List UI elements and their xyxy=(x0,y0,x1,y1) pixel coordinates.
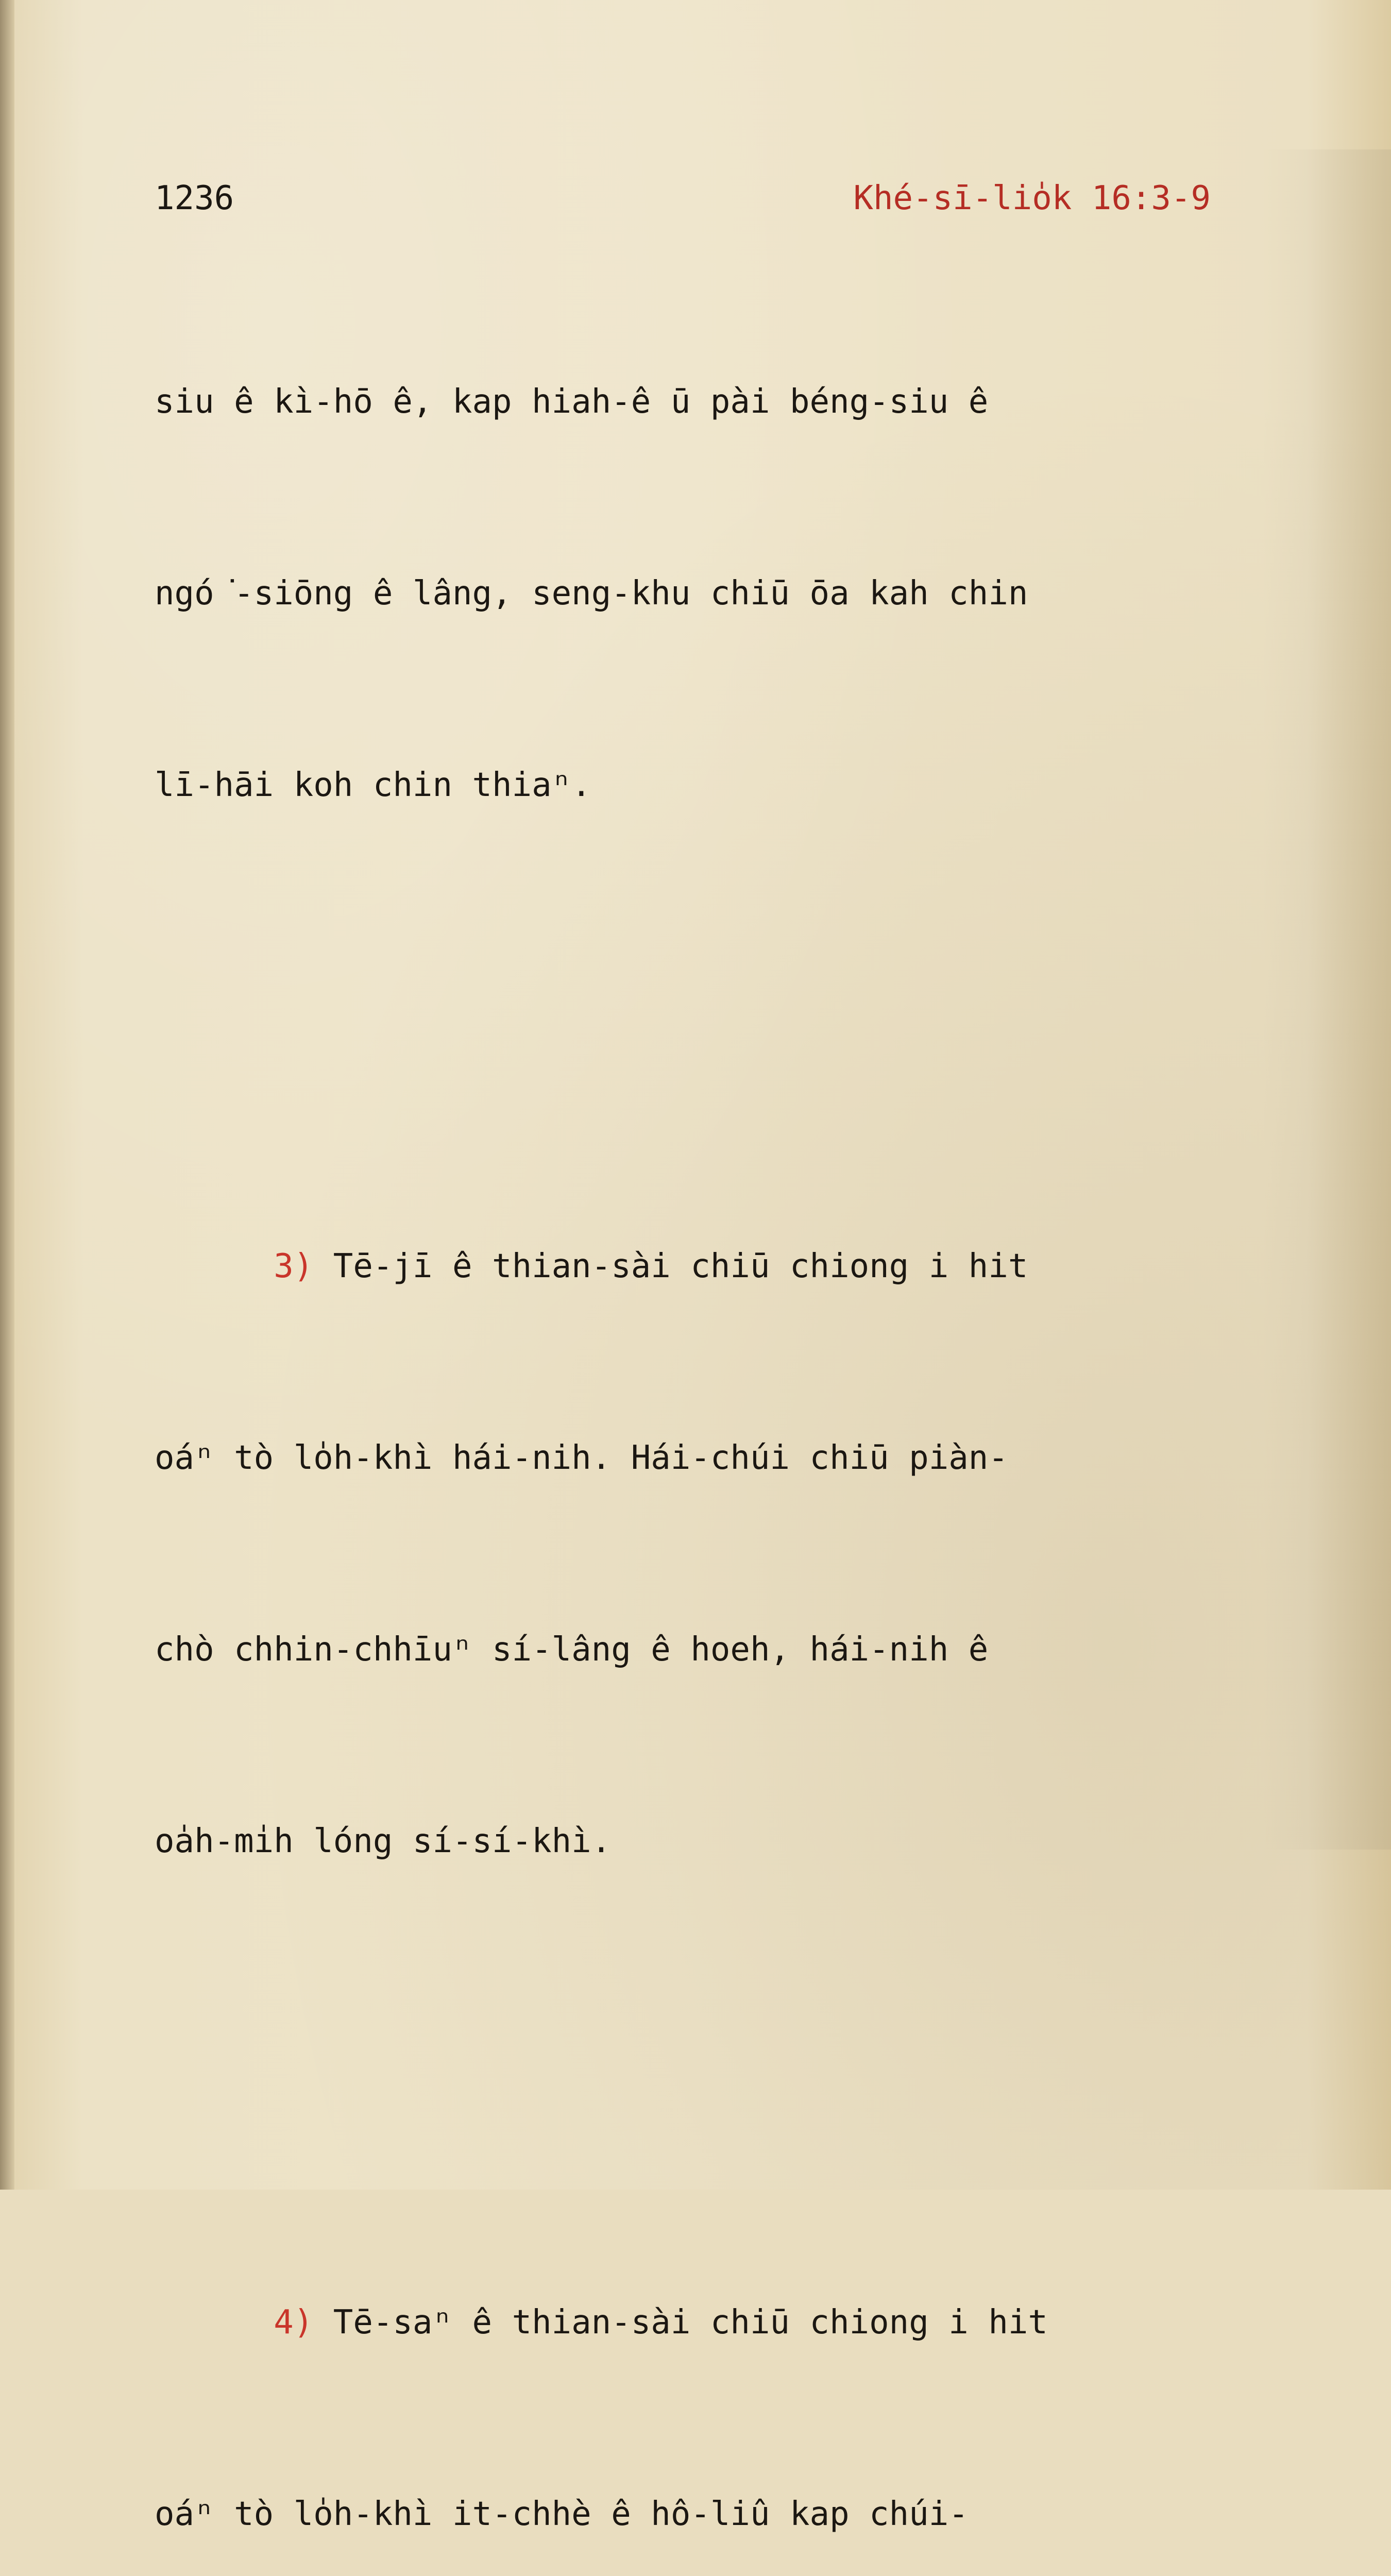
text-line: oáⁿ tò lo̍h-khì it-chhè ê hô-liû kap chúi- xyxy=(155,2495,969,2533)
page-header xyxy=(155,173,1211,224)
paragraph-gap xyxy=(155,2065,1324,2099)
verse-number-3: 3) xyxy=(274,1247,314,1285)
page-number: 1236 xyxy=(155,179,234,217)
verse-text: Tē-saⁿ ê thian-sài chiū chiong i hit xyxy=(313,2303,1048,2342)
scripture-text xyxy=(155,242,1324,2576)
verse-number-4: 4) xyxy=(274,2303,314,2342)
text-line: oa̍h-mi̍h lóng sí-sí-khì. xyxy=(155,1822,612,1860)
text-line: oáⁿ tò lo̍h-khì hái-nih. Hái-chúi chiū piàn- xyxy=(155,1439,1008,1477)
text-line: siu ê kì-hō ê, kap hiah-ê ū pài béng-siu ê xyxy=(155,383,989,421)
text-line xyxy=(155,1234,1324,1298)
verse-text: Tē-jī ê thian-sài chiū chiong i hit xyxy=(313,1247,1028,1285)
text-line: ngó͘-siōng ê lâng, seng-khu chiū ōa kah chin xyxy=(155,574,1028,613)
paragraph-gap xyxy=(155,1009,1324,1043)
page-left-edge xyxy=(0,0,14,2190)
text-line: lī-hāi koh chin thiaⁿ. xyxy=(155,766,591,804)
text-line xyxy=(155,2291,1324,2354)
text-line: chò chhin-chhīuⁿ sí-lâng ê hoeh, hái-nih ê xyxy=(155,1631,989,1669)
running-title: Khé-sī-lio̍k 16:3-9 xyxy=(853,179,1211,217)
